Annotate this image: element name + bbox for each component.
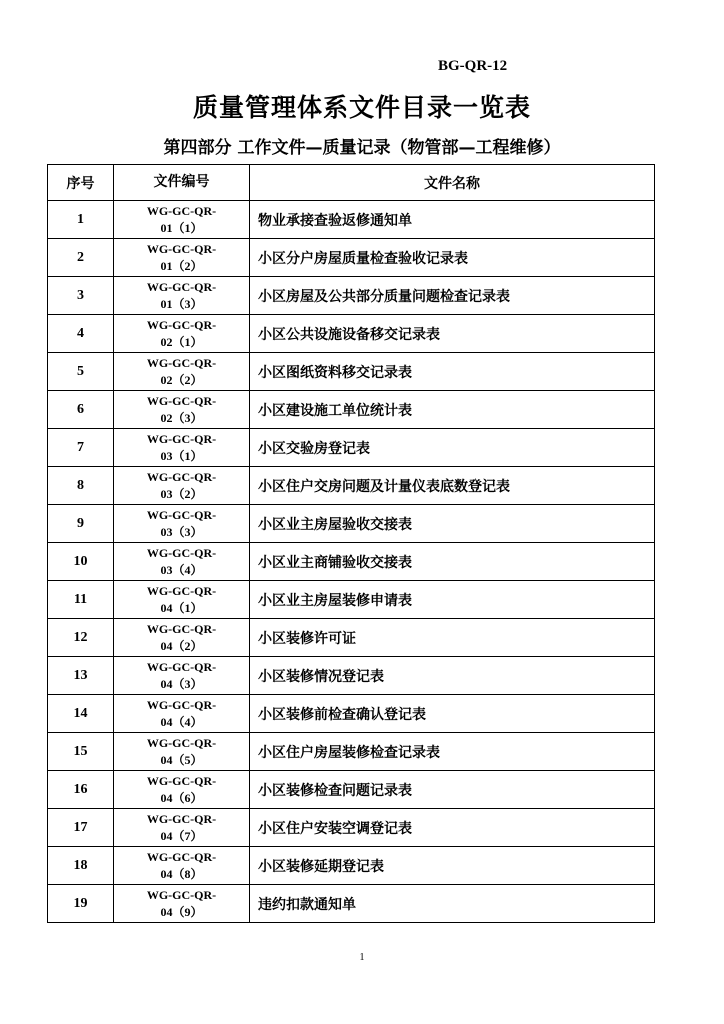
file-code-suffix: 04（3） xyxy=(160,676,203,691)
row-number: 15 xyxy=(48,733,114,771)
row-number: 7 xyxy=(48,429,114,467)
file-code-prefix: WG-GC-QR- xyxy=(146,583,217,598)
file-code-prefix: WG-GC-QR- xyxy=(146,241,217,256)
file-code-suffix: 04（5） xyxy=(160,752,203,767)
file-index-table xyxy=(47,164,655,923)
file-name-cell: 小区业主房屋验收交接表 xyxy=(250,505,655,543)
file-code-prefix: WG-GC-QR- xyxy=(146,393,217,408)
table-row xyxy=(48,695,655,733)
file-code-suffix: 04（7） xyxy=(160,828,203,843)
file-code-prefix: WG-GC-QR- xyxy=(146,507,217,522)
file-code-cell xyxy=(114,239,250,277)
file-name-cell: 小区装修情况登记表 xyxy=(250,657,655,695)
file-code-prefix: WG-GC-QR- xyxy=(146,659,217,674)
file-code-suffix: 03（3） xyxy=(160,524,203,539)
row-number: 12 xyxy=(48,619,114,657)
file-code-cell xyxy=(114,771,250,809)
column-header-number: 序号 xyxy=(48,165,114,201)
row-number: 2 xyxy=(48,239,114,277)
file-code-cell xyxy=(114,619,250,657)
file-code-cell xyxy=(114,695,250,733)
row-number: 17 xyxy=(48,809,114,847)
file-code-suffix: 04（4） xyxy=(160,714,203,729)
file-code-prefix: WG-GC-QR- xyxy=(146,697,217,712)
table-row xyxy=(48,657,655,695)
file-code-cell xyxy=(114,733,250,771)
file-code-cell xyxy=(114,885,250,923)
file-name-cell: 小区装修许可证 xyxy=(250,619,655,657)
file-code-cell xyxy=(114,809,250,847)
file-code-suffix: 01（1） xyxy=(160,220,203,235)
table-row xyxy=(48,239,655,277)
row-number: 6 xyxy=(48,391,114,429)
file-code-cell xyxy=(114,201,250,239)
file-code-suffix: 04（8） xyxy=(160,866,203,881)
file-name-cell: 小区分户房屋质量检查验收记录表 xyxy=(250,239,655,277)
file-code-cell xyxy=(114,581,250,619)
file-code-suffix: 03（2） xyxy=(160,486,203,501)
file-code-prefix: WG-GC-QR- xyxy=(146,469,217,484)
file-code-suffix: 02（3） xyxy=(160,410,203,425)
table-row xyxy=(48,429,655,467)
file-name-cell: 小区住户房屋装修检查记录表 xyxy=(250,733,655,771)
file-code-cell xyxy=(114,847,250,885)
table-row xyxy=(48,505,655,543)
file-code-cell xyxy=(114,543,250,581)
table-row xyxy=(48,353,655,391)
file-name-cell: 小区住户交房问题及计量仪表底数登记表 xyxy=(250,467,655,505)
document-code: BG-QR-12 xyxy=(438,58,508,74)
file-code-prefix: WG-GC-QR- xyxy=(146,735,217,750)
file-code-prefix: WG-GC-QR- xyxy=(146,279,217,294)
file-name-cell: 小区业主房屋装修申请表 xyxy=(250,581,655,619)
file-code-prefix: WG-GC-QR- xyxy=(146,317,217,332)
file-code-prefix: WG-GC-QR- xyxy=(146,811,217,826)
file-code-cell xyxy=(114,315,250,353)
table-row xyxy=(48,467,655,505)
file-name-cell: 小区装修延期登记表 xyxy=(250,847,655,885)
file-name-cell: 小区装修前检查确认登记表 xyxy=(250,695,655,733)
file-name-cell: 小区住户安装空调登记表 xyxy=(250,809,655,847)
file-code-prefix: WG-GC-QR- xyxy=(146,621,217,636)
file-code-cell xyxy=(114,353,250,391)
table-header-row xyxy=(48,165,655,201)
file-code-cell xyxy=(114,505,250,543)
file-code-suffix: 04（2） xyxy=(160,638,203,653)
row-number: 3 xyxy=(48,277,114,315)
table-row xyxy=(48,733,655,771)
file-name-cell: 小区装修检查问题记录表 xyxy=(250,771,655,809)
table-row xyxy=(48,277,655,315)
file-code-cell xyxy=(114,467,250,505)
table-row xyxy=(48,315,655,353)
row-number: 14 xyxy=(48,695,114,733)
table-row xyxy=(48,847,655,885)
file-code-suffix: 03（1） xyxy=(160,448,203,463)
table-row xyxy=(48,391,655,429)
file-code-suffix: 02（2） xyxy=(160,372,203,387)
file-code-suffix: 02（1） xyxy=(160,334,203,349)
row-number: 19 xyxy=(48,885,114,923)
file-name-cell: 违约扣款通知单 xyxy=(250,885,655,923)
row-number: 16 xyxy=(48,771,114,809)
page-number: 1 xyxy=(359,952,365,963)
table-body xyxy=(48,201,655,923)
row-number: 4 xyxy=(48,315,114,353)
page-subtitle: 第四部分 工作文件—质量记录（物管部—工程维修） xyxy=(163,138,561,158)
file-code-prefix: WG-GC-QR- xyxy=(146,545,217,560)
file-code-suffix: 03（4） xyxy=(160,562,203,577)
file-name-cell: 物业承接查验返修通知单 xyxy=(250,201,655,239)
row-number: 11 xyxy=(48,581,114,619)
file-code-prefix: WG-GC-QR- xyxy=(146,773,217,788)
table-row xyxy=(48,201,655,239)
file-code-suffix: 04（1） xyxy=(160,600,203,615)
file-name-cell: 小区公共设施设备移交记录表 xyxy=(250,315,655,353)
column-header-file-name: 文件名称 xyxy=(250,165,655,201)
row-number: 9 xyxy=(48,505,114,543)
file-code-suffix: 01（3） xyxy=(160,296,203,311)
file-code-prefix: WG-GC-QR- xyxy=(146,355,217,370)
file-code-prefix: WG-GC-QR- xyxy=(146,887,217,902)
file-name-cell: 小区交验房登记表 xyxy=(250,429,655,467)
file-name-cell: 小区建设施工单位统计表 xyxy=(250,391,655,429)
table-row xyxy=(48,543,655,581)
row-number: 10 xyxy=(48,543,114,581)
file-code-cell xyxy=(114,657,250,695)
table-row xyxy=(48,885,655,923)
file-code-prefix: WG-GC-QR- xyxy=(146,849,217,864)
table-row xyxy=(48,809,655,847)
row-number: 13 xyxy=(48,657,114,695)
file-name-cell: 小区业主商铺验收交接表 xyxy=(250,543,655,581)
file-code-prefix: WG-GC-QR- xyxy=(146,203,217,218)
file-code-suffix: 04（6） xyxy=(160,790,203,805)
page-title: 质量管理体系文件目录一览表 xyxy=(192,93,531,122)
row-number: 18 xyxy=(48,847,114,885)
table-row xyxy=(48,619,655,657)
row-number: 8 xyxy=(48,467,114,505)
column-header-file-code: 文件编号 xyxy=(114,165,250,201)
file-name-cell: 小区房屋及公共部分质量问题检查记录表 xyxy=(250,277,655,315)
file-code-suffix: 01（2） xyxy=(160,258,203,273)
file-code-cell xyxy=(114,277,250,315)
file-code-cell xyxy=(114,429,250,467)
file-code-prefix: WG-GC-QR- xyxy=(146,431,217,446)
table-row xyxy=(48,581,655,619)
row-number: 5 xyxy=(48,353,114,391)
file-name-cell: 小区图纸资料移交记录表 xyxy=(250,353,655,391)
row-number: 1 xyxy=(48,201,114,239)
file-code-suffix: 04（9） xyxy=(160,904,203,919)
table-row xyxy=(48,771,655,809)
file-code-cell xyxy=(114,391,250,429)
